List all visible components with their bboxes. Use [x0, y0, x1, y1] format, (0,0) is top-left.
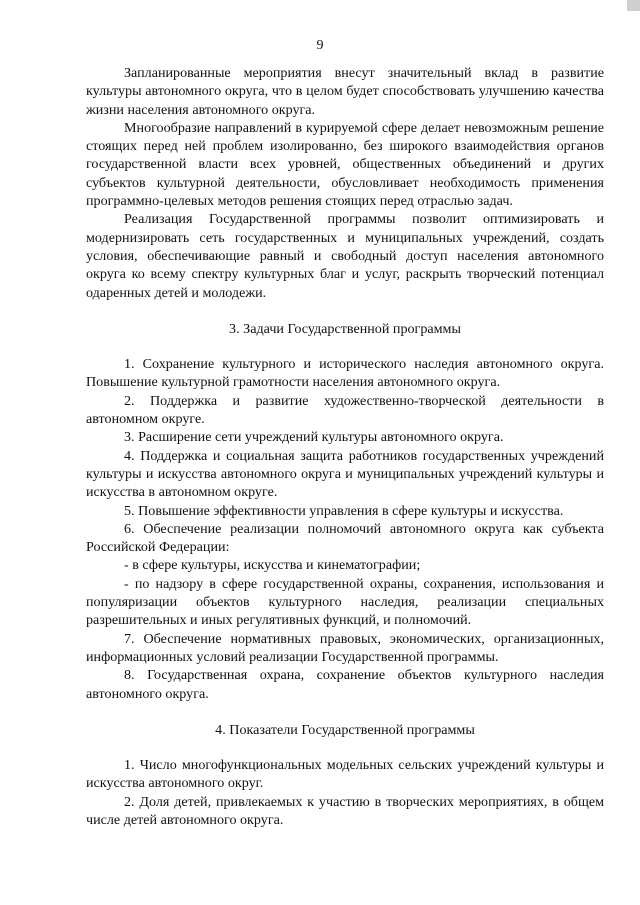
document-body	[86, 64, 604, 829]
indicator-item: 2. Доля детей, привлекаемых к участию в творческих мероприятиях, в общем числе детей автономного округа.	[86, 793, 604, 828]
task-item: 5. Повышение эффективности управления в сфере культуры и искусства.	[124, 502, 564, 519]
scan-corner-mark	[627, 0, 640, 11]
task-item: 8. Государственная охрана, сохранение объектов культурного наследия автономного округа.	[86, 667, 604, 702]
task-subitem: - в сфере культуры, искусства и кинематографии;	[124, 557, 421, 574]
section-3-heading: 3. Задачи Государственной программы	[229, 320, 461, 337]
intro-paragraph: Многообразие направлений в курируемой сфере делает невозможным решение стоящих перед ней проблем изолированно, без широкого взаимодействия органов государственной власти всех уровней, общественных объединений и других субъектов культурной деятельности, обусловливает необходимость применения программно-целевых методов решения стоящих перед отраслью задач.	[86, 119, 604, 210]
task-subitem: - по надзору в сфере государственной охраны, сохранения, использования и популяризации объектов культурного наследия, реализации специальных разрешительных и иных регулятивных функций, и полномочий.	[86, 575, 604, 629]
task-item: 2. Поддержка и развитие художественно-творческой деятельности в автономном округе.	[86, 392, 604, 428]
task-item: 3. Расширение сети учреждений культуры автономного округа.	[124, 429, 504, 446]
section-4-heading: 4. Показатели Государственной программы	[215, 721, 475, 738]
task-item: 4. Поддержка и социальная защита работников государственных учреждений культуры и искусства автономного округа и муниципальных учреждений культуры и искусства в автономном округе.	[86, 447, 604, 501]
task-item: 6. Обеспечение реализации полномочий автономного округа как субъекта Российской Федерации:	[86, 520, 604, 556]
task-item: 1. Сохранение культурного и исторического наследия автономного округа. Повышение культурной грамотности населения автономного округа.	[86, 356, 604, 391]
indicator-item: 1. Число многофункциональных модельных сельских учреждений культуры и искусства автономного округ.	[86, 757, 604, 792]
page-number: 9	[316, 38, 324, 53]
task-item: 7. Обеспечение нормативных правовых, экономических, организационных, информационных условий реализации Государственной программы.	[86, 630, 604, 665]
intro-paragraph: Запланированные мероприятия внесут значительный вклад в развитие культуры автономного округа, что в целом будет способствовать улучшению качества жизни населения автономного округа.	[86, 65, 604, 118]
intro-paragraph: Реализация Государственной программы позволит оптимизировать и модернизировать сеть государственных и муниципальных учреждений, создать условия, обеспечивающие равный и свободный доступ населения автономного округа ко всему спектру культурных благ и услуг, раскрыть творческий потенциал одаренных детей и молодежи.	[86, 211, 604, 301]
